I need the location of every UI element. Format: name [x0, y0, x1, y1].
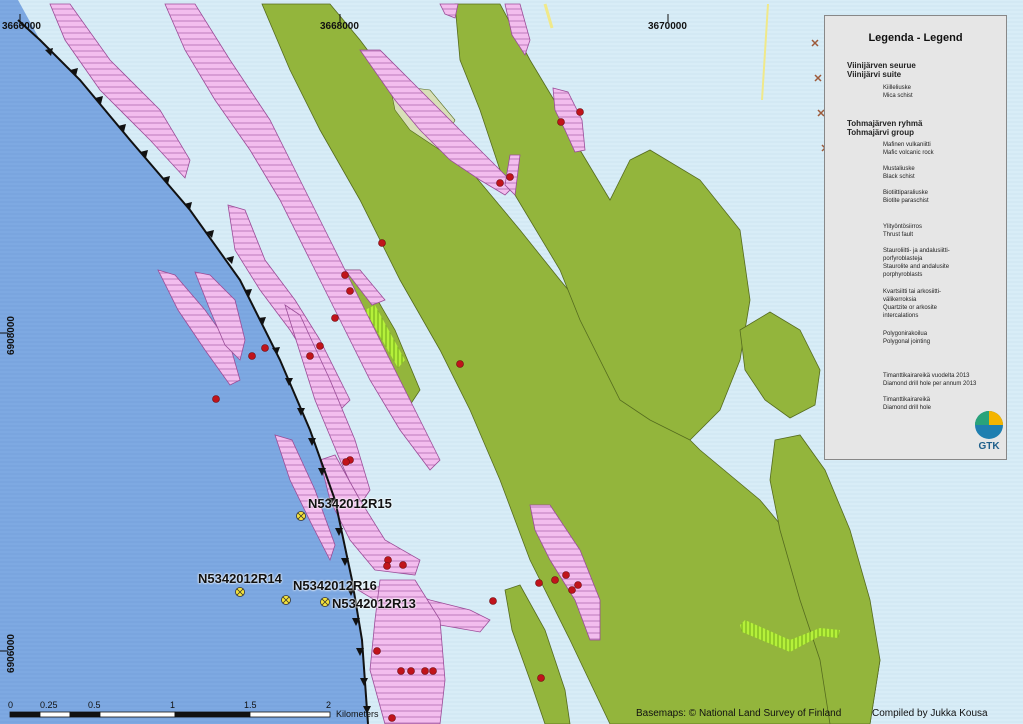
drill-label-r13: N5342012R13 [332, 596, 416, 611]
legend-item-drill2013: Timanttikairareikä vuodelta 2013 Diamond drill hole per annum 2013 [883, 373, 977, 387]
map-legend [824, 15, 1007, 460]
scale-tick-05: 0.5 [88, 700, 101, 710]
legend-item-black-schist: Mustaliuske Black schist [883, 166, 915, 180]
legend-group-tohmajarvi: Tohmajärven ryhmä Tohmajärvi group [847, 119, 923, 137]
legend-item-mafic: Mafinen vulkaniitti Mafic volcanic rock [883, 142, 934, 156]
drill-label-r14: N5342012R14 [198, 571, 282, 586]
coord-top-1: 3666000 [2, 21, 41, 32]
legend-item-drill: Timanttikairareikä Diamond drill hole [883, 397, 932, 411]
drill-label-r15: N5342012R15 [308, 496, 392, 511]
legend-item-staurolite: Stauroliitti- ja andalusiitti- porfyroblasteja Staurolite and andalusite porphyroblasts [883, 248, 950, 278]
scale-tick-0: 0 [8, 700, 14, 710]
gtk-logo [972, 409, 1006, 451]
scale-bar [10, 712, 330, 717]
legend-title: Legenda - Legend [868, 32, 963, 44]
scale-tick-025: 0.25 [40, 700, 58, 710]
coord-left-2: 6906000 [6, 634, 17, 673]
scale-unit: Kilometers [336, 709, 379, 719]
scale-tick-15: 1.5 [244, 700, 257, 710]
coord-left-1: 6908000 [6, 316, 17, 355]
drill-label-r16: N5342012R16 [293, 578, 377, 593]
basemaps-credit: Basemaps: © National Land Survey of Finland [636, 708, 842, 719]
legend-item-mica: Kiilleliuske Mica schist [883, 85, 913, 99]
coord-top-3: 3670000 [648, 21, 687, 32]
legend-item-biotite: Biotiittiparaliuske Biotite paraschist [883, 190, 929, 204]
compiled-credit: Compiled by Jukka Kousa [872, 708, 988, 719]
legend-item-polygon: Polygonirakoilua Polygonal jointing [883, 331, 931, 345]
svg-text:GTK: GTK [978, 441, 1000, 451]
scale-tick-1: 1 [170, 700, 176, 710]
legend-item-thrust: Ylityöntösiirros Thrust fault [883, 224, 923, 238]
scale-tick-2: 2 [326, 700, 332, 710]
coord-top-2: 3668000 [320, 21, 359, 32]
legend-item-quartzite: Kvartsiitti tai arkosiitti- välikerroksia Quartzite or arkosite intercalations [883, 289, 942, 319]
legend-group-viinijarvi: Viinijärven seurue Viinijärvi suite [847, 61, 916, 79]
